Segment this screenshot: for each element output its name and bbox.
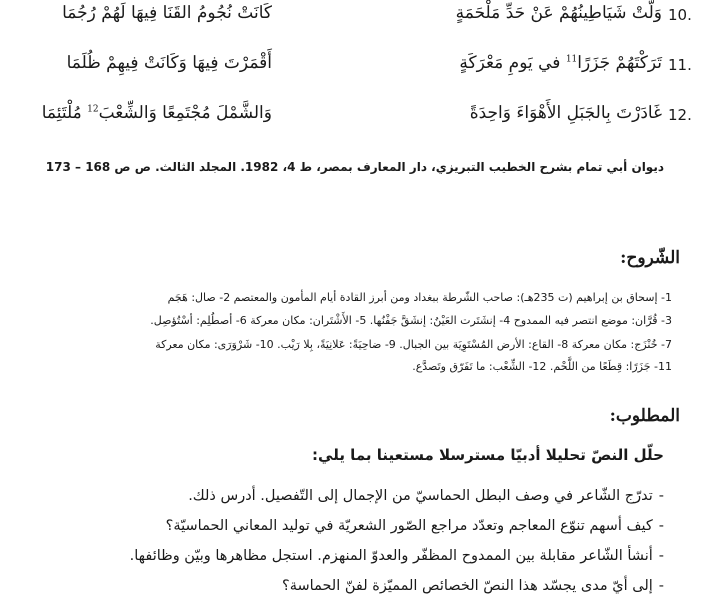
gloss-line: 11- جَزَرًا: قِطَعًا من اللَّحْم. 12- الشِّعْب: ما تَفَرّق وتَصدَّع. (412, 360, 672, 373)
verse-10 (0, 0, 720, 40)
verse-second-hemistich: كَانَتْ نُجُومُ القَنَا فِيهَا لَهُمْ رُجُمَا (62, 3, 272, 23)
task-text: كيف أسهم تنوّع المعاجم وتعدّد مراجع الصّور الشعريّة في توليد المعاني الحماسيّة؟ (165, 518, 653, 534)
task-item (282, 578, 664, 594)
task-item (130, 548, 664, 564)
verse-12 (0, 100, 720, 140)
verse-first-hemistich: وَلَّتْ شَيَاطِينُهُمْ عَنْ حَدِّ مَلْحَمَةٍ (455, 3, 662, 23)
source-citation: ديوان أبي تمام بشرح الخطيب التبريزي، دار المعارف بمصر، ط 4، 1982. المجلد الثالث. ص ص 168 – 173 (45, 160, 664, 174)
verse-number: 12. (668, 106, 692, 124)
bullet-dash: - (658, 548, 664, 564)
verse-number: 11. (668, 56, 692, 74)
verse-second-hemistich (42, 100, 272, 127)
verse-text: في يَومِ مَعْرَكَةٍ (459, 53, 561, 73)
verse-11 (0, 50, 720, 90)
bullet-dash: - (658, 488, 664, 504)
tasks-intro: حلّل النصّ تحليلا أدبيّا مسترسلا مستعينا بما يلي: (312, 446, 664, 464)
task-text: إلى أيّ مدى يجسّد هذا النصّ الخصائص المميّزة لفنّ الحماسة؟ (282, 578, 653, 594)
task-text: تدرّج الشّاعر في وصف البطل الحماسيّ من الإجمال إلى التّفصيل. أدرس ذلك. (188, 488, 653, 504)
verse-first-hemistich (459, 50, 662, 77)
verse-text: وَالشَّمْلَ مُجْتَمِعًا وَالشِّعْبَ (98, 103, 272, 123)
task-text: أنشأ الشّاعر مقابلة بين الممدوح المظفّر والعدوّ المنهزم. استجل مظاهرها وبيّن وظائفها. (129, 548, 653, 564)
verse-text: تَرَكْتَهُمْ جَزَرًا (577, 53, 662, 73)
verse-second-hemistich: أَقْمَرْتَ فِيهَا وَكَانَتْ فِيهِمْ ظُلَمَا (66, 53, 272, 73)
tasks-title: المطلوب: (609, 406, 680, 426)
footnote-marker: 11 (565, 54, 578, 65)
verse-number: 10. (668, 6, 692, 24)
gloss-line: 3- قُرَّان: موضع انتصر فيه الممدوح 4- إنشَتَرت العَيْنُ: إنشَقَّ جَفْنُها. 5- الأَشْتَران: مكان معركة 6- أصطُلِم: أسْتُؤصِل. (150, 314, 672, 327)
verse-first-hemistich: غَادَرْتَ بِالجَبَلِ الأَهْوَاءَ وَاحِدَةً (469, 103, 662, 123)
bullet-dash: - (658, 518, 664, 534)
verse-text: مُلْتَئِمَا (41, 103, 82, 123)
footnote-marker: 12 (87, 104, 99, 115)
gloss-line: 1- إسحاق بن إبراهيم (ت 235هـ): صاحب الشّرطة ببغداد ومن أبرز القادة أيام المأمون والمعتصم 2- صال: هَجَم (167, 291, 672, 304)
glosses-title: الشّروح: (620, 248, 680, 268)
task-item (166, 518, 664, 534)
task-item (188, 488, 664, 504)
bullet-dash: - (658, 578, 664, 594)
gloss-line: 7- خُنْزَج: مكان معركة 8- القاع: الأرض المُسْتَوِيَة بين الجبال. 9- ضاحِيَةً: عَلانِيَةً، بِلا رَيْب. 10- شَرْوَرَى: مكان معركة (155, 338, 672, 351)
